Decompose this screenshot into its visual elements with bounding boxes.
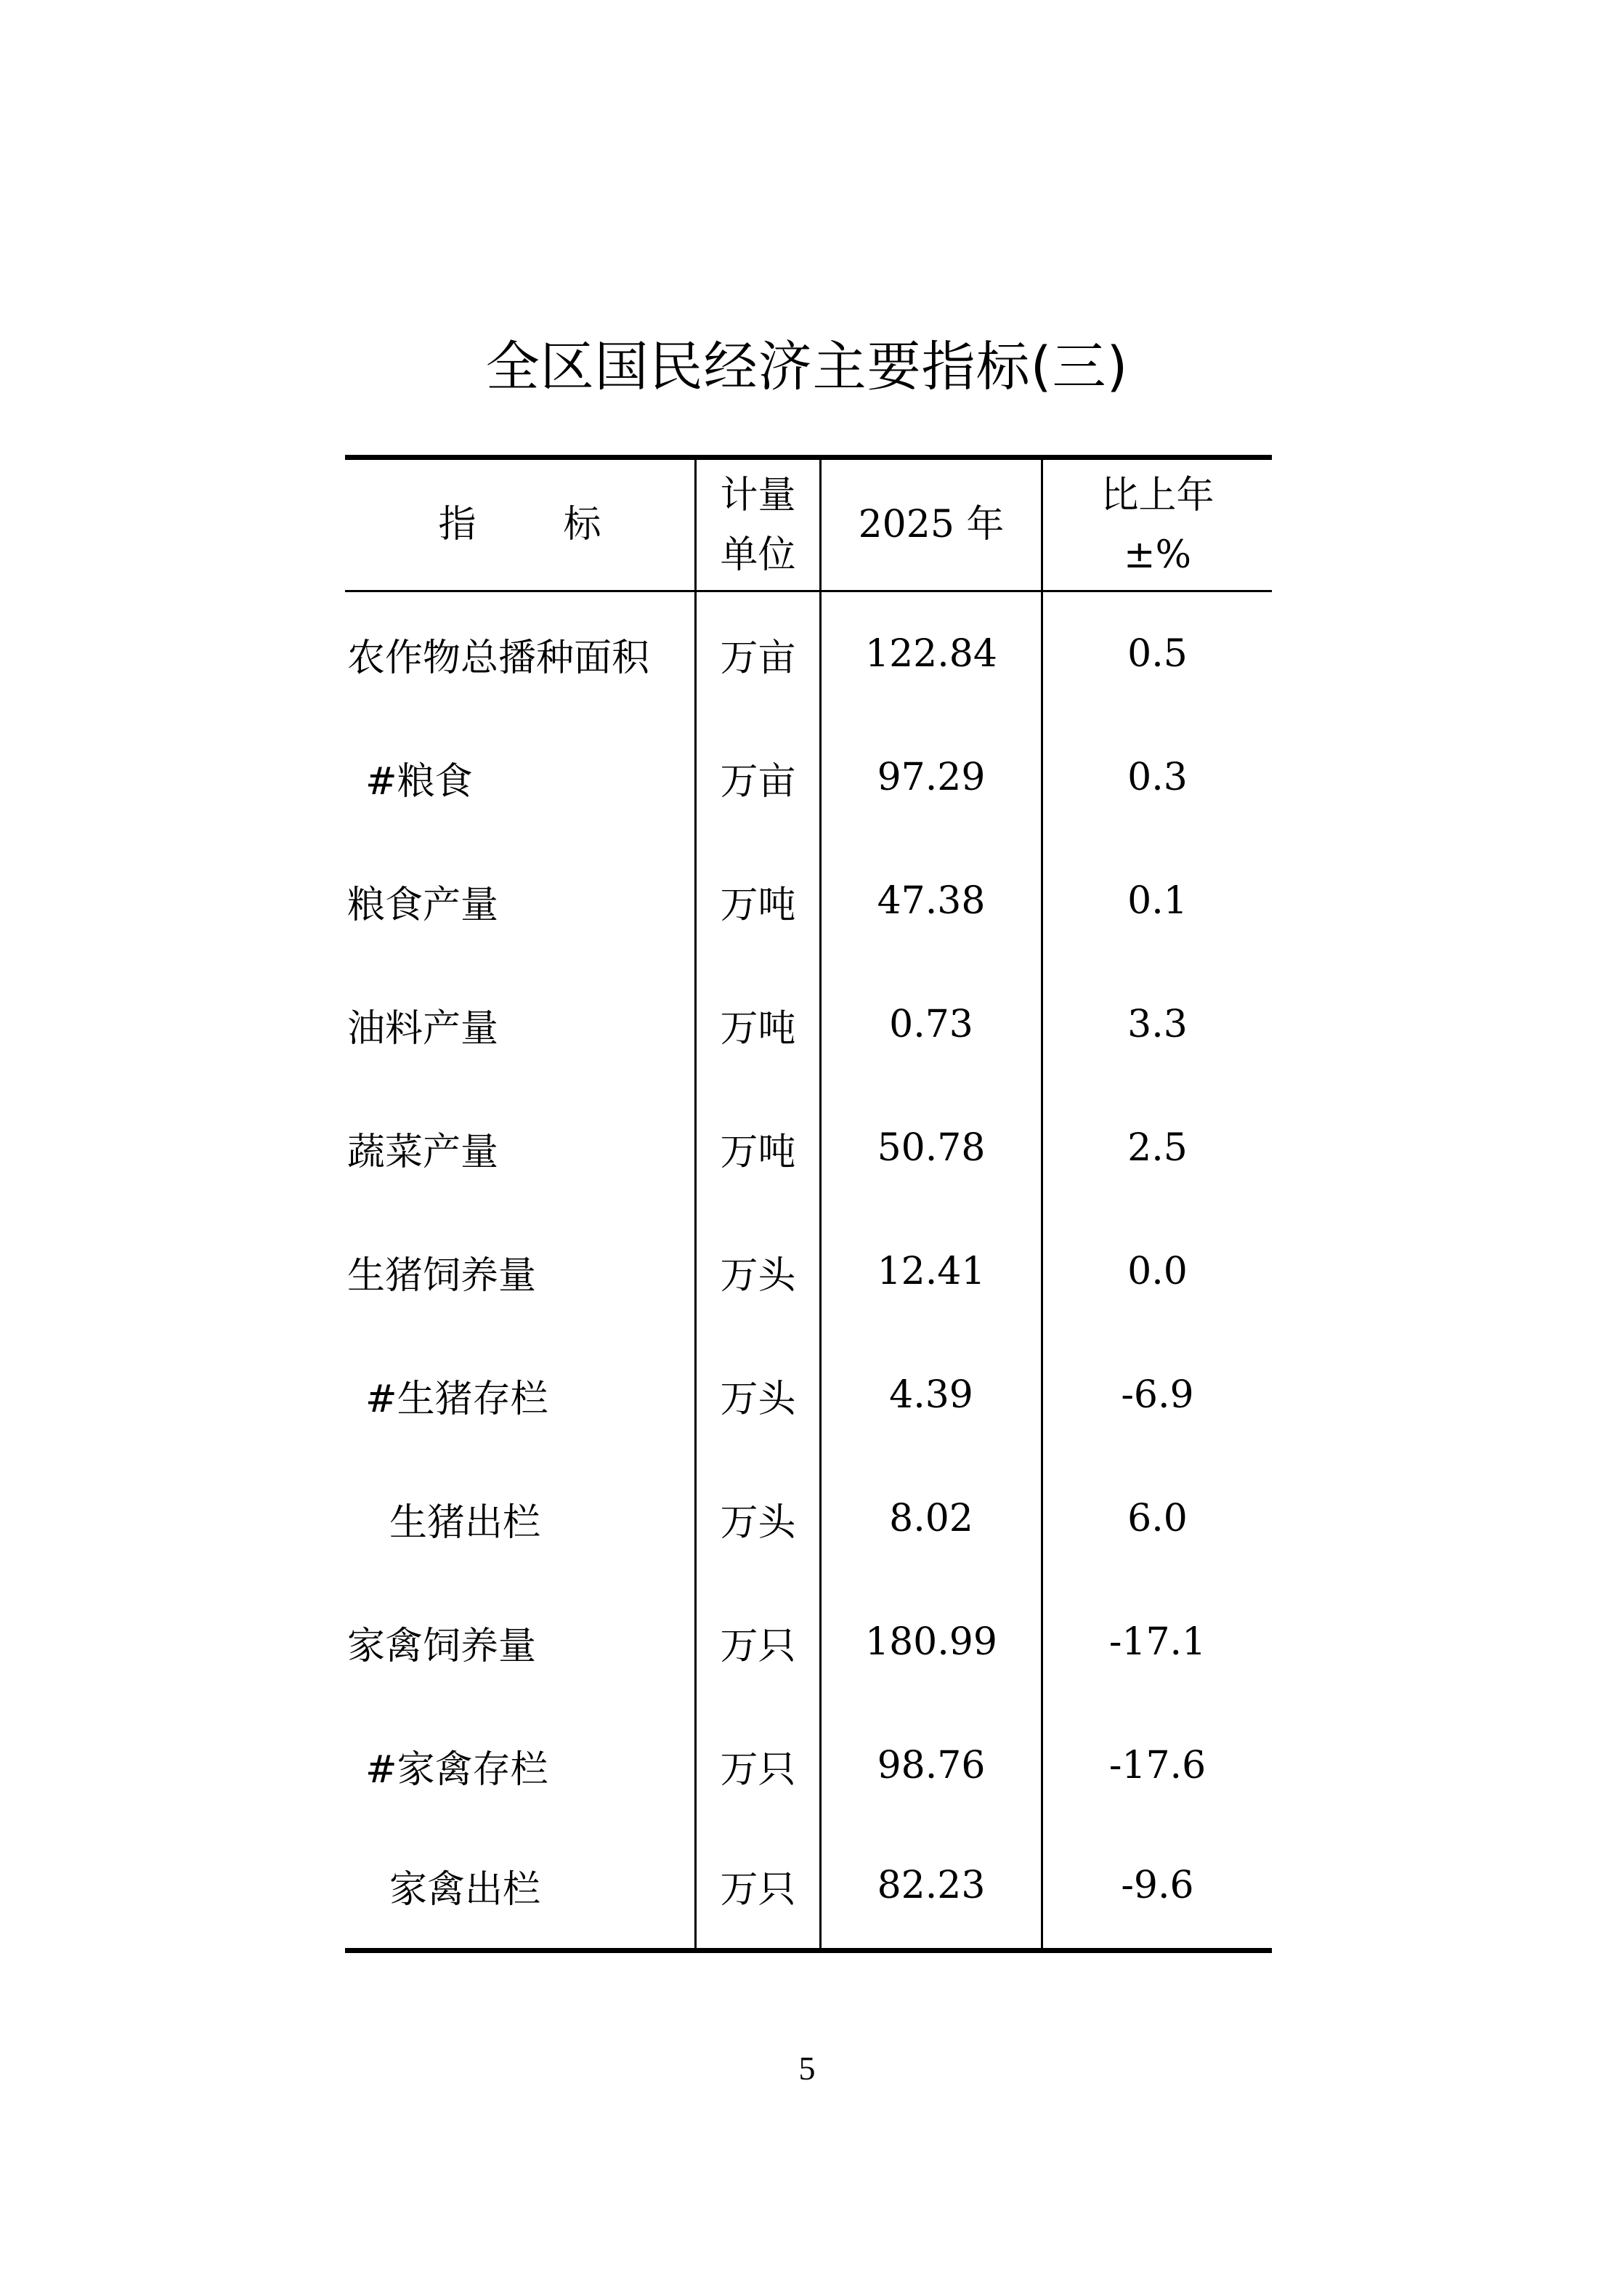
row-value: 98.76 xyxy=(877,1744,986,1787)
row-change: 0.0 xyxy=(1127,1250,1188,1293)
row-change: 6.0 xyxy=(1127,1497,1188,1540)
row-value: 47.38 xyxy=(877,879,986,923)
row-indicator: 生猪饲养量 xyxy=(347,1253,537,1298)
row-indicator: #家禽存栏 xyxy=(365,1747,548,1792)
row-unit: 万头 xyxy=(720,1253,796,1298)
table-row xyxy=(345,1580,1272,1704)
row-change: -6.9 xyxy=(1121,1373,1194,1417)
row-value: 4.39 xyxy=(889,1373,973,1417)
row-unit: 万只 xyxy=(720,1624,796,1668)
row-indicator: 蔬菜产量 xyxy=(347,1130,499,1174)
row-unit: 万头 xyxy=(720,1377,796,1421)
row-change: 0.3 xyxy=(1127,756,1188,799)
page-number: 5 xyxy=(798,2050,816,2087)
table-row xyxy=(345,1824,1272,1947)
row-unit: 万亩 xyxy=(720,636,796,680)
row-value: 0.73 xyxy=(889,1003,973,1046)
header-indicator-char-1: 指 xyxy=(438,502,477,546)
table-row xyxy=(345,1704,1272,1827)
header-unit-line-1: 计量 xyxy=(720,473,796,517)
row-change: 3.3 xyxy=(1127,1003,1188,1046)
table-row xyxy=(345,1086,1272,1210)
row-indicator: 家禽饲养量 xyxy=(347,1624,537,1668)
row-change: 0.1 xyxy=(1127,879,1188,923)
row-indicator: 油料产量 xyxy=(347,1006,499,1051)
row-unit: 万头 xyxy=(720,1500,796,1545)
header-year: 2025 年 xyxy=(858,502,1005,546)
header-change-line-2: ±% xyxy=(1124,533,1191,577)
row-value: 97.29 xyxy=(877,756,986,799)
row-unit: 万吨 xyxy=(720,883,796,927)
row-value: 180.99 xyxy=(865,1620,997,1664)
row-indicator: #生猪存栏 xyxy=(365,1377,548,1421)
row-change: 0.5 xyxy=(1127,632,1188,676)
row-unit: 万吨 xyxy=(720,1130,796,1174)
row-change: -9.6 xyxy=(1121,1864,1194,1907)
row-indicator: #粮食 xyxy=(365,759,473,804)
row-unit: 万亩 xyxy=(720,759,796,804)
row-change: -17.6 xyxy=(1108,1744,1207,1787)
row-value: 50.78 xyxy=(877,1126,986,1170)
row-unit: 万吨 xyxy=(720,1006,796,1051)
row-value: 122.84 xyxy=(865,632,997,676)
row-unit: 万只 xyxy=(720,1867,796,1912)
row-indicator: 粮食产量 xyxy=(347,883,499,927)
row-value: 8.02 xyxy=(889,1497,973,1540)
table-row xyxy=(345,1457,1272,1580)
header-unit-line-2: 单位 xyxy=(720,533,796,577)
row-value: 82.23 xyxy=(877,1864,986,1907)
row-change: -17.1 xyxy=(1108,1620,1207,1664)
header-indicator-char-2: 标 xyxy=(563,502,601,546)
page-title: 全区国民经济主要指标(三) xyxy=(485,336,1129,398)
table-row xyxy=(345,716,1272,839)
table-row xyxy=(345,1333,1272,1457)
row-indicator: 家禽出栏 xyxy=(389,1867,541,1912)
row-value: 12.41 xyxy=(877,1250,986,1293)
row-indicator: 农作物总播种面积 xyxy=(347,636,650,680)
table-row xyxy=(345,1210,1272,1333)
table-row xyxy=(345,963,1272,1086)
row-unit: 万只 xyxy=(720,1747,796,1792)
table-row xyxy=(345,839,1272,963)
header-change-line-1: 比上年 xyxy=(1100,473,1214,517)
table-row xyxy=(345,592,1272,716)
row-indicator: 生猪出栏 xyxy=(389,1500,541,1545)
row-change: 2.5 xyxy=(1127,1126,1188,1170)
